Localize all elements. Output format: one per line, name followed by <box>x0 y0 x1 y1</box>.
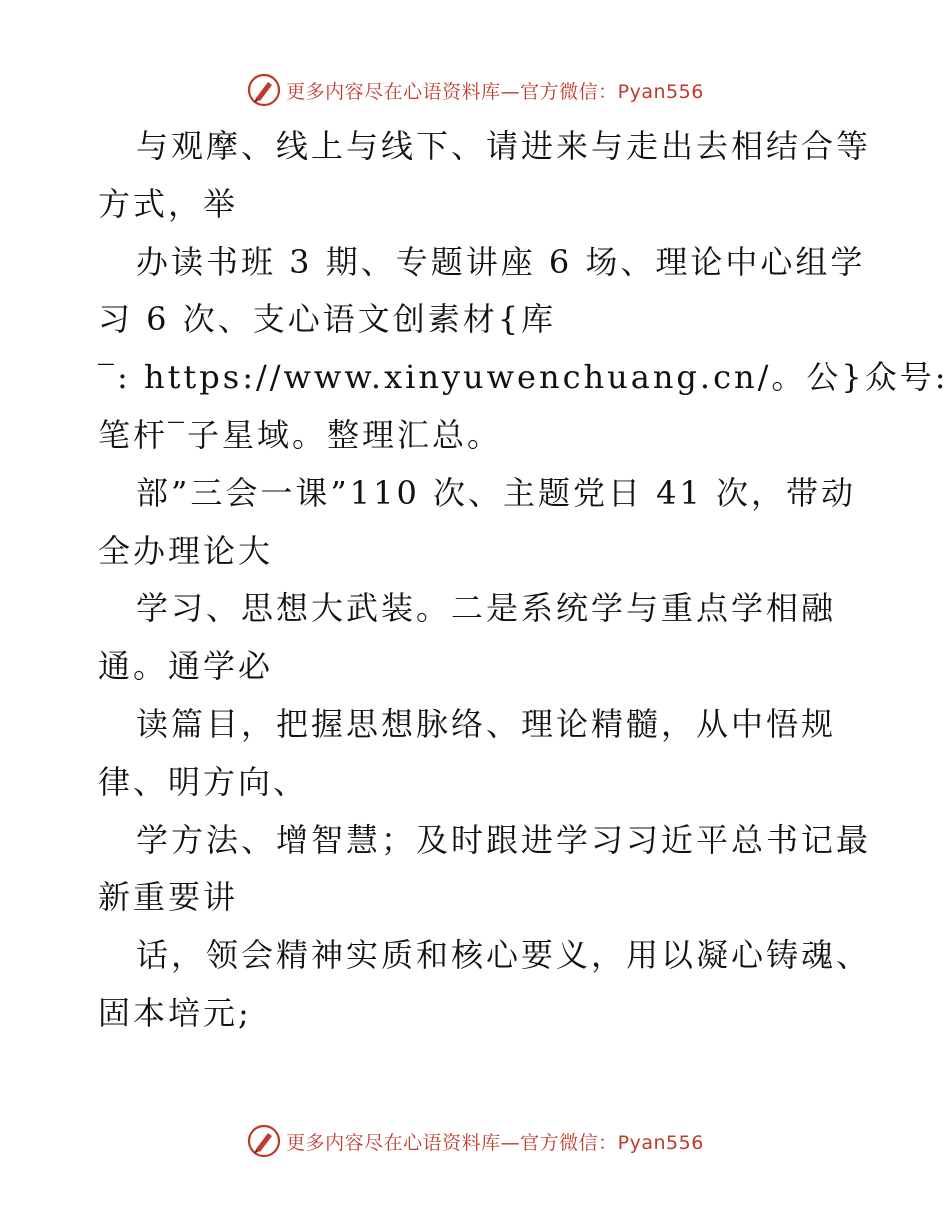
pen-circle-logo-icon <box>246 72 282 108</box>
document-body <box>98 118 949 1043</box>
pen-circle-logo-icon <box>246 1123 282 1159</box>
body-line: 全办理论大 <box>98 531 274 570</box>
body-line: 办读书班 3 期、专题讲座 6 场、理论中心组学 <box>136 242 866 281</box>
header-banner-text: 更多内容尽在心语资料库—官方微信：Pyan556 <box>286 80 704 103</box>
body-line: 读篇目，把握思想脉络、理论精髓，从中悟规 <box>136 704 837 743</box>
body-line: 固本培元; <box>98 993 252 1032</box>
body-line: 学习、思想大武装。二是系统学与重点学相融 <box>136 589 837 628</box>
body-line: 方式，举 <box>98 184 239 223</box>
body-line: 习 6 次、支心语文创素材{库 <box>98 300 557 339</box>
body-line: 部”三会一课”110 次、主题党日 41 次，带动 <box>136 473 857 512</box>
body-line: 与观摩、线上与线下、请进来与走出去相结合等 <box>136 127 872 165</box>
body-line: 话，领会精神实质和核心要义，用以凝心铸魂、 <box>136 936 872 975</box>
body-line: 律、明方向、 <box>98 762 309 801</box>
footer-banner-text: 更多内容尽在心语资料库—官方微信：Pyan556 <box>286 1131 704 1154</box>
body-line: 学方法、增智慧；及时跟进学习习近平总书记最 <box>136 820 872 859</box>
footer-banner <box>0 1121 950 1161</box>
body-line: 新重要讲 <box>98 878 239 917</box>
body-line: 通。通学必 <box>98 647 274 686</box>
header-banner <box>0 70 950 110</box>
body-line: 笔杆‾子星域。整理汇总。 <box>98 415 503 454</box>
body-line: ‾: https://www.xinyuwenchuang.cn/。公}众号: <box>98 358 949 397</box>
